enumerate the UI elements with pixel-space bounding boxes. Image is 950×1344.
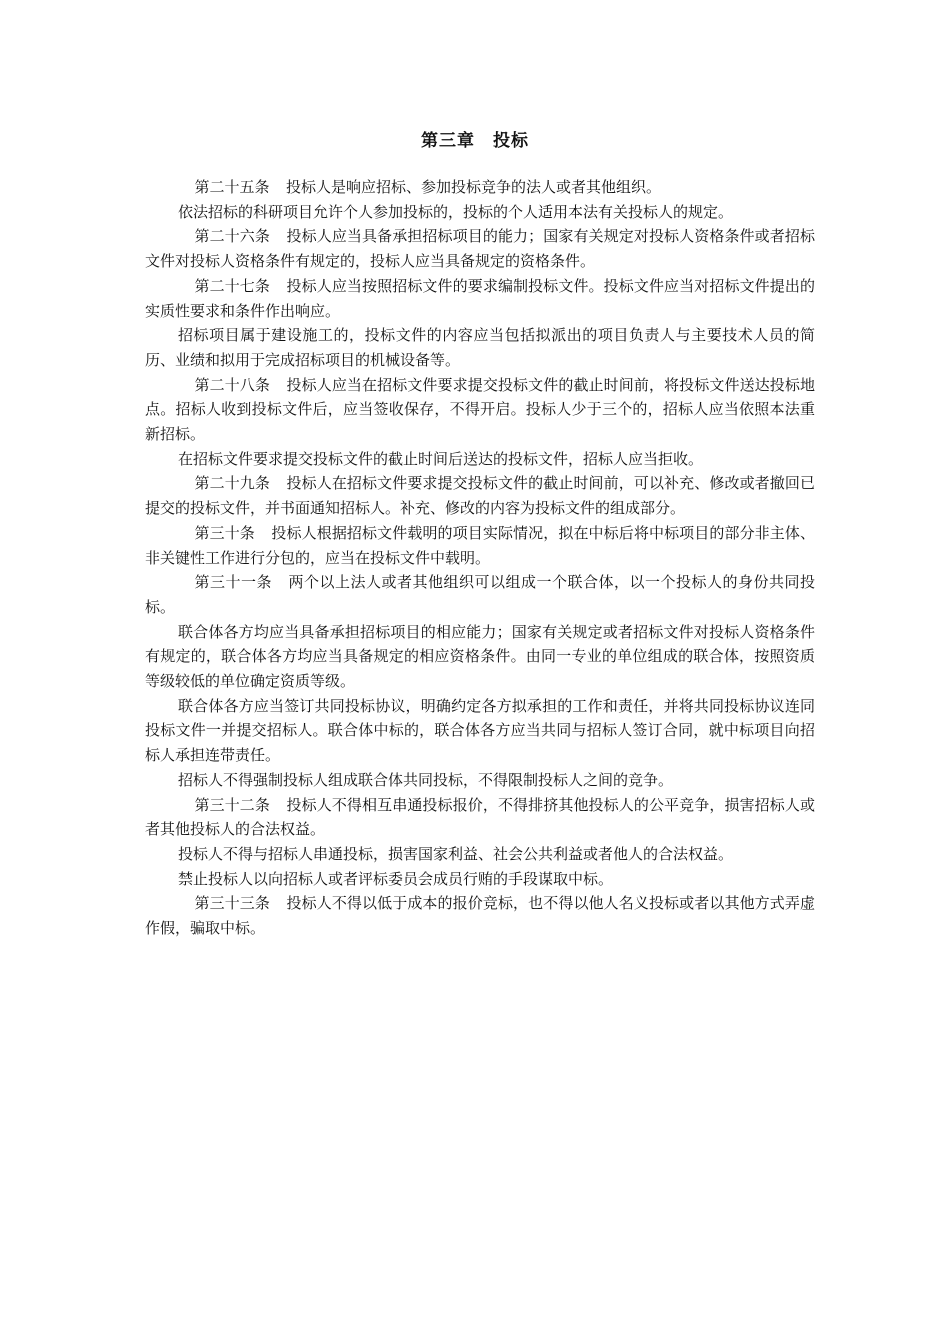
- article-text: 投标人不得以低于成本的报价竞标，也不得以他人名义投标或者以其他方式弄虚作假，骗取中标。: [145, 894, 815, 938]
- paragraph: 依法招标的科研项目允许个人参加投标的，投标的个人适用本法有关投标人的规定。: [178, 202, 734, 221]
- article-27: [145, 274, 815, 323]
- article-number: 第二十七条: [194, 276, 271, 295]
- paragraph: 禁止投标人以向招标人或者评标委员会成员行贿的手段谋取中标。: [178, 869, 614, 888]
- article-number: 第三十二条: [194, 795, 271, 814]
- article-29: [145, 471, 815, 520]
- article-number: 第三十条: [194, 523, 255, 542]
- article-number: 第二十八条: [194, 375, 271, 394]
- article-30: [145, 521, 815, 570]
- article-number: 第二十五条: [194, 178, 270, 196]
- article-text: 投标人应当在招标文件要求提交投标文件的截止时间前，将投标文件送达投标地点。招标人收到投标文件后，应当签收保存，不得开启。投标人少于三个的，招标人应当依照本法重新招标。: [145, 375, 815, 444]
- paragraph: 在招标文件要求提交投标文件的截止时间后送达的投标文件，招标人应当拒收。: [178, 449, 704, 468]
- paragraph: 招标人不得强制投标人组成联合体共同投标，不得限制投标人之间的竞争。: [178, 770, 674, 789]
- article-text: 投标人根据招标文件载明的项目实际情况，拟在中标后将中标项目的部分非主体、非关键性工作进行分包的，应当在投标文件中载明。: [145, 523, 815, 567]
- article-26: [145, 224, 815, 273]
- article-number: 第二十六条: [194, 227, 271, 246]
- article-33: [145, 891, 815, 940]
- paragraph: 联合体各方应当签订共同投标协议，明确约定各方拟承担的工作和责任，并将共同投标协议连同投标文件一并提交招标人。联合体中标的，联合体各方应当共同与招标人签订合同，就中标项目向招标人承担连带责任。: [145, 696, 815, 765]
- article-text: 投标人在招标文件要求提交投标文件的截止时间前，可以补充、修改或者撤回已提交的投标文件，并书面通知招标人。补充、修改的内容为投标文件的组成部分。: [145, 474, 815, 518]
- article-25: [145, 175, 815, 200]
- article-text: 投标人应当具备承担招标项目的能力；国家有关规定对投标人资格条件或者招标文件对投标人资格条件有规定的，投标人应当具备规定的资格条件。: [145, 227, 815, 271]
- article-number: 第三十三条: [194, 894, 271, 913]
- article-number: 第三十一条: [194, 573, 272, 592]
- document-body: [145, 175, 815, 941]
- article-28: [145, 373, 815, 447]
- article-text: 两个以上法人或者其他组织可以组成一个联合体，以一个投标人的身份共同投标。: [145, 573, 815, 616]
- article-31: [145, 570, 815, 619]
- article-text: 投标人应当按照招标文件的要求编制投标文件。投标文件应当对招标文件提出的实质性要求和条件作出响应。: [145, 276, 815, 320]
- article-text: 投标人不得相互串通投标报价，不得排挤其他投标人的公平竞争，损害招标人或者其他投标人的合法权益。: [145, 795, 815, 839]
- paragraph: 联合体各方均应当具备承担招标项目的相应能力；国家有关规定或者招标文件对投标人资格条件有规定的，联合体各方均应当具备规定的相应资格条件。由同一专业的单位组成的联合体，按照资质等级较低的单位确定资质等级。: [145, 622, 815, 691]
- article-number: 第二十九条: [194, 474, 271, 493]
- chapter-title: 第三章 投标: [421, 131, 529, 151]
- article-text: 投标人是响应招标、参加投标竞争的法人或者其他组织。: [286, 178, 662, 196]
- paragraph: 招标项目属于建设施工的，投标文件的内容应当包括拟派出的项目负责人与主要技术人员的简历、业绩和拟用于完成招标项目的机械设备等。: [145, 326, 815, 369]
- article-32: [145, 793, 815, 842]
- paragraph: 投标人不得与招标人串通投标，损害国家利益、社会公共利益或者他人的合法权益。: [178, 844, 734, 863]
